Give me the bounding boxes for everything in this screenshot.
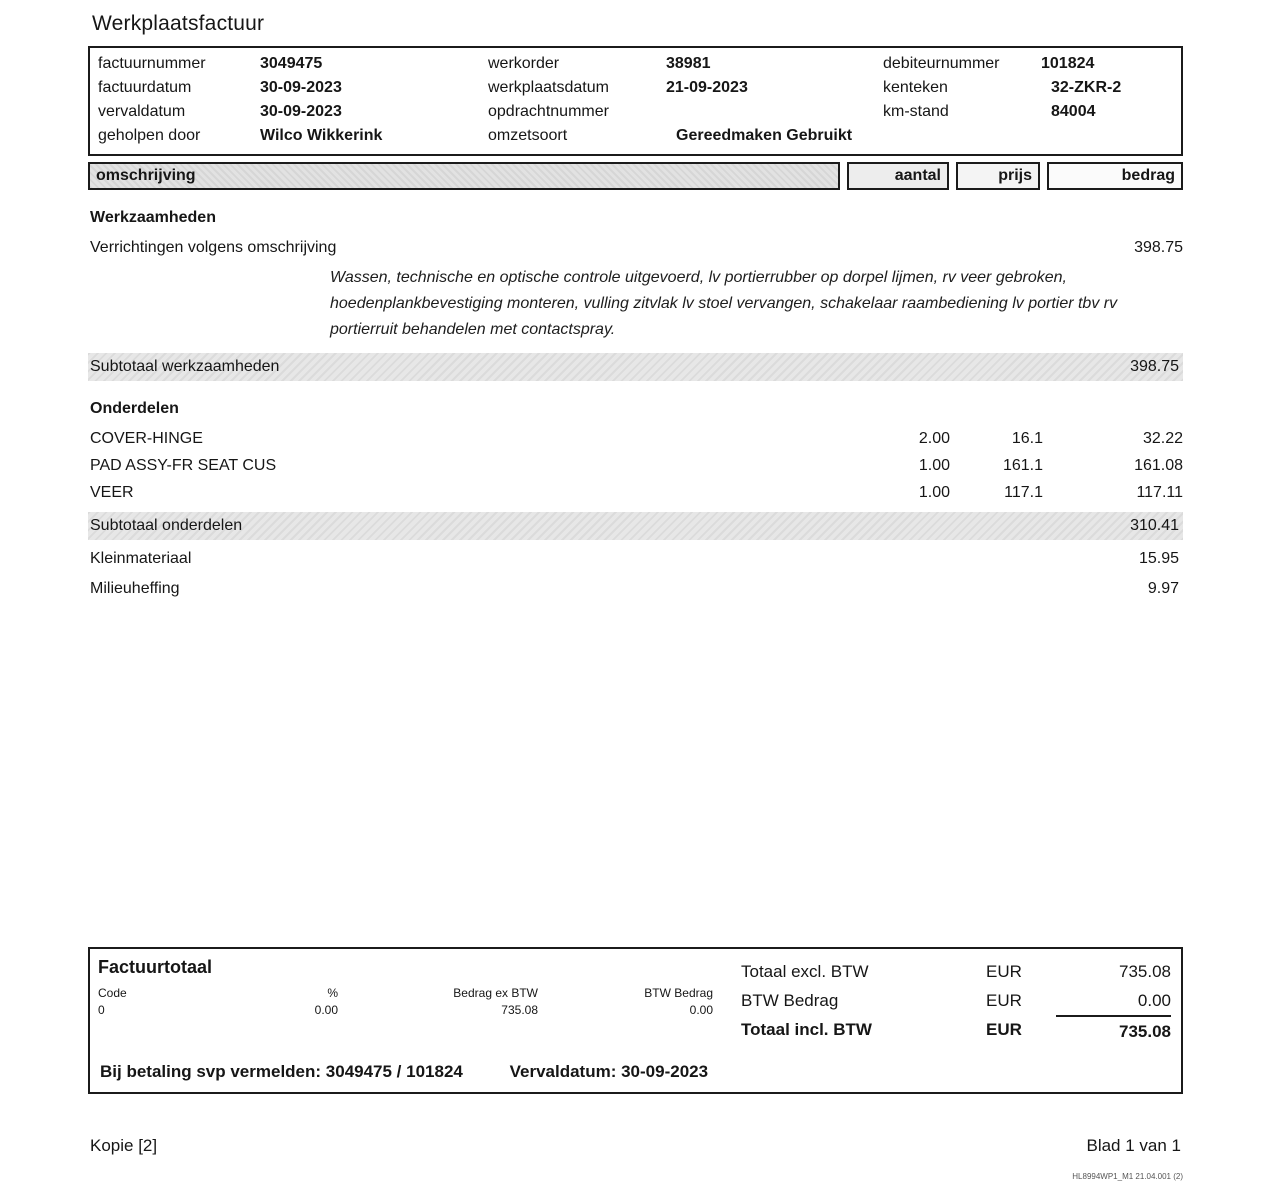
field-kenteken <box>883 76 1173 100</box>
extra-amount: 9.97 <box>1147 580 1179 597</box>
field-label: km-stand <box>883 103 949 120</box>
field-label: debiteurnummer <box>883 55 1000 72</box>
field-value: 101824 <box>1041 55 1095 72</box>
extra-amount: 15.95 <box>1138 550 1179 567</box>
total-amount: 735.08 <box>1056 1015 1171 1046</box>
invoice-body <box>88 206 1183 602</box>
field-label: werkorder <box>488 55 560 72</box>
table-row <box>88 425 1183 452</box>
payment-note-line <box>98 1062 1171 1082</box>
totals-top <box>98 955 1171 1046</box>
vat-header-code: Code <box>98 986 127 1000</box>
work-line <box>88 234 1183 261</box>
field-value: 84004 <box>1051 103 1096 120</box>
field-factuurdatum <box>98 76 488 100</box>
part-qty: 1.00 <box>918 457 950 474</box>
section-title-werkzaamheden: Werkzaamheden <box>90 209 216 226</box>
page-number-label: Blad 1 van 1 <box>1086 1136 1181 1155</box>
work-line-qty <box>840 234 950 261</box>
section-title-onderdelen: Onderdelen <box>90 400 179 417</box>
page-footer <box>88 1136 1183 1156</box>
page-title: Werkplaatsfactuur <box>92 12 265 35</box>
subtotal-label: Subtotaal onderdelen <box>90 517 243 534</box>
field-value: 32-ZKR-2 <box>1051 79 1122 96</box>
subtotal-label: Subtotaal werkzaamheden <box>90 358 280 375</box>
part-name: VEER <box>90 484 134 501</box>
part-amount: 117.11 <box>1136 484 1183 501</box>
column-header-omschrijving: omschrijving <box>88 162 840 190</box>
field-value: Gereedmaken Gebruikt <box>676 127 853 144</box>
total-label: Totaal incl. BTW <box>741 1020 872 1039</box>
subtotal-onderdelen-row <box>88 512 1183 540</box>
field-label: geholpen door <box>98 127 201 144</box>
extra-label: Kleinmateriaal <box>90 550 192 567</box>
extra-line-milieuheffing <box>88 572 1183 602</box>
field-value: 30-09-2023 <box>260 79 342 96</box>
vat-value-code: 0 <box>98 1003 105 1017</box>
field-werkorder <box>488 52 883 76</box>
header-column-order <box>488 52 883 148</box>
part-price: 117.1 <box>1004 484 1043 501</box>
part-price: 161.1 <box>1002 457 1043 474</box>
column-header-aantal: aantal <box>847 162 949 190</box>
field-value: 38981 <box>666 55 711 72</box>
part-qty: 1.00 <box>918 484 950 501</box>
part-name: COVER-HINGE <box>90 430 203 447</box>
header-column-debtor <box>883 52 1173 148</box>
vat-value-btw: 0.00 <box>689 1003 713 1017</box>
field-label: kenteken <box>883 79 948 96</box>
field-label: factuurdatum <box>98 79 192 96</box>
totals-right <box>741 955 1171 1046</box>
header-column-invoice <box>98 52 488 148</box>
total-label: Totaal excl. BTW <box>741 962 869 981</box>
total-line-btw-bedrag <box>741 986 1171 1015</box>
field-label: vervaldatum <box>98 103 186 120</box>
field-label: factuurnummer <box>98 55 206 72</box>
field-geholpen-door <box>98 124 488 148</box>
field-value: 30-09-2023 <box>260 103 342 120</box>
part-price: 16.1 <box>1011 430 1043 447</box>
total-label: BTW Bedrag <box>741 991 839 1010</box>
total-line-excl-btw <box>741 957 1171 986</box>
field-omzetsoort <box>488 124 883 148</box>
work-line-amount: 398.75 <box>1134 239 1183 256</box>
field-werkplaatsdatum <box>488 76 883 100</box>
table-row <box>88 479 1183 506</box>
table-row <box>88 452 1183 479</box>
total-line-incl-btw <box>741 1015 1171 1046</box>
field-label: opdrachtnummer <box>488 103 609 120</box>
subtotal-amount: 398.75 <box>1130 358 1179 375</box>
part-qty: 2.00 <box>918 430 950 447</box>
part-amount: 161.08 <box>1134 457 1183 474</box>
field-opdrachtnummer <box>488 100 883 124</box>
work-description-text: Wassen, technische en optische controle uitgevoerd, lv portierrubber op dorpel lijmen, rv veer gebroken, hoedenplankbevestiging monteren, vulling zitvlak lv stoel vervangen, schakelaar raambediening lv portier tbv rv portierruit behandelen met contactspray. <box>330 269 1118 338</box>
payment-note: Bij betaling svp vermelden: 3049475 / 101824 <box>100 1062 463 1081</box>
vat-value-pct: 0.00 <box>314 1003 338 1017</box>
invoice-header-box <box>88 46 1183 156</box>
extra-line-kleinmateriaal <box>88 542 1183 572</box>
field-vervaldatum <box>98 100 488 124</box>
field-value: 3049475 <box>260 55 323 72</box>
column-header-prijs: prijs <box>956 162 1040 190</box>
field-label: werkplaatsdatum <box>488 79 609 96</box>
total-currency: EUR <box>986 1020 1022 1039</box>
invoice-totals-box <box>88 947 1183 1094</box>
field-value: 21-09-2023 <box>666 79 748 96</box>
part-name: PAD ASSY-FR SEAT CUS <box>90 457 277 474</box>
field-factuurnummer <box>98 52 488 76</box>
vat-code-table <box>98 985 741 1019</box>
subtotal-amount: 310.41 <box>1130 517 1179 534</box>
vat-header-pct: % <box>327 986 338 1000</box>
totals-left <box>98 955 741 1046</box>
work-line-price <box>950 234 1043 261</box>
extra-label: Milieuheffing <box>90 580 180 597</box>
total-amount: 0.00 <box>1137 991 1171 1010</box>
document-code: HL8994WP1_M1 21.04.001 (2) <box>1072 1172 1183 1181</box>
table-header-row <box>88 162 1183 190</box>
totals-title: Factuurtotaal <box>98 957 213 977</box>
work-line-description: Verrichtingen volgens omschrijving <box>90 239 337 256</box>
subtotal-werkzaamheden-row <box>88 353 1183 381</box>
due-date-note: Vervaldatum: 30-09-2023 <box>509 1062 709 1081</box>
field-value: Wilco Wikkerink <box>260 127 383 144</box>
part-amount: 32.22 <box>1142 430 1183 447</box>
total-currency: EUR <box>986 962 1022 981</box>
field-label: omzetsoort <box>488 127 568 144</box>
total-currency: EUR <box>986 991 1022 1010</box>
vat-value-ex: 735.08 <box>501 1003 538 1017</box>
copy-label: Kopie [2] <box>90 1136 158 1155</box>
vat-header-btw: BTW Bedrag <box>644 986 713 1000</box>
field-debiteurnummer <box>883 52 1173 76</box>
vat-header-ex: Bedrag ex BTW <box>453 986 538 1000</box>
field-km-stand <box>883 100 1173 124</box>
total-amount: 735.08 <box>1119 962 1171 981</box>
column-header-bedrag: bedrag <box>1047 162 1183 190</box>
